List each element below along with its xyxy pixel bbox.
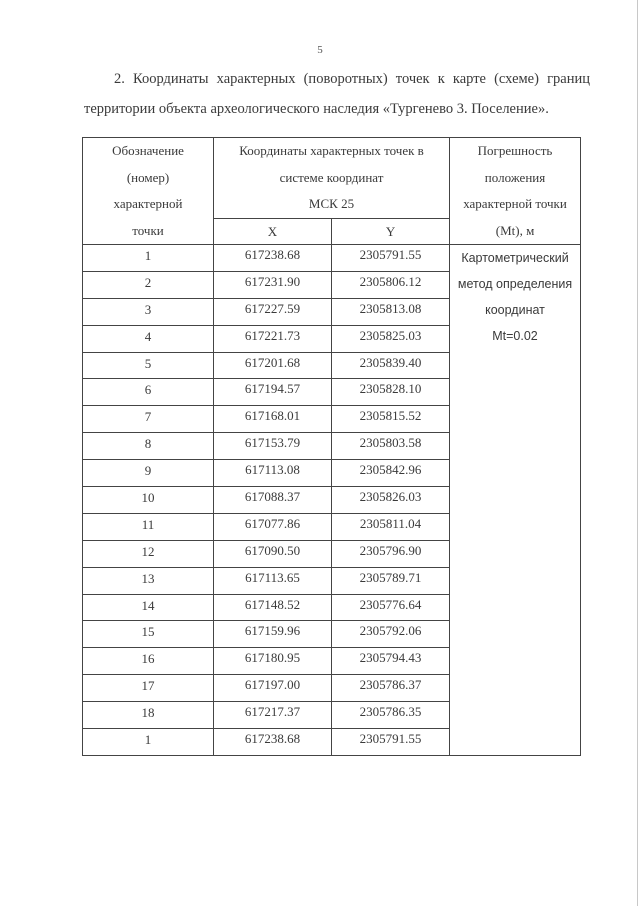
y-coordinate-cell: 2305791.55	[332, 729, 450, 756]
x-coordinate-cell: 617148.52	[214, 594, 332, 621]
y-coordinate-cell: 2305794.43	[332, 648, 450, 675]
y-coordinate-cell: 2305789.71	[332, 567, 450, 594]
x-coordinate-cell: 617113.65	[214, 567, 332, 594]
x-coordinate-cell: 617168.01	[214, 406, 332, 433]
x-coordinate-cell: 617113.08	[214, 460, 332, 487]
coordinates-table	[82, 137, 581, 756]
point-number-cell: 3	[83, 298, 214, 325]
x-coordinate-cell: 617201.68	[214, 352, 332, 379]
point-number-cell: 16	[83, 648, 214, 675]
y-coordinate-cell: 2305803.58	[332, 433, 450, 460]
header-y: Y	[332, 218, 450, 244]
point-number-cell: 1	[83, 245, 214, 272]
point-number-cell: 5	[83, 352, 214, 379]
point-number-cell: 4	[83, 325, 214, 352]
x-coordinate-cell: 617221.73	[214, 325, 332, 352]
header-error-line: (Mt), м	[495, 222, 535, 238]
x-coordinate-cell: 617227.59	[214, 298, 332, 325]
y-coordinate-cell: 2305825.03	[332, 325, 450, 352]
error-method-line: Mt=0.02	[492, 329, 538, 343]
y-coordinate-cell: 2305842.96	[332, 460, 450, 487]
x-coordinate-cell: 617217.37	[214, 702, 332, 729]
header-error-line: характерной точки	[463, 196, 567, 211]
header-point-line: точки	[132, 222, 164, 238]
y-coordinate-cell: 2305786.35	[332, 702, 450, 729]
table-body	[83, 245, 581, 756]
point-number-cell: 8	[83, 433, 214, 460]
section-heading: 2. Координаты характерных (поворотных) точек к карте (схеме) границ территории объекта археологического наследия «Тургенево 3. Поселение».	[84, 71, 590, 117]
header-point-line: характерной	[113, 196, 183, 211]
point-number-cell: 15	[83, 621, 214, 648]
header-coords-line: системе координат	[279, 169, 384, 185]
point-number-cell: 11	[83, 513, 214, 540]
y-coordinate-cell: 2305811.04	[332, 513, 450, 540]
point-number-cell: 9	[83, 460, 214, 487]
y-coordinate-cell: 2305828.10	[332, 379, 450, 406]
table-row	[83, 245, 581, 272]
y-coordinate-cell: 2305839.40	[332, 352, 450, 379]
point-number-cell: 12	[83, 540, 214, 567]
x-coordinate-cell: 617159.96	[214, 621, 332, 648]
y-coordinate-cell: 2305792.06	[332, 621, 450, 648]
y-coordinate-cell: 2305806.12	[332, 271, 450, 298]
x-coordinate-cell: 617197.00	[214, 675, 332, 702]
point-number-cell: 10	[83, 487, 214, 514]
x-coordinate-cell: 617090.50	[214, 540, 332, 567]
error-method-line: метод определения	[457, 277, 573, 291]
x-coordinate-cell: 617231.90	[214, 271, 332, 298]
point-number-cell: 14	[83, 594, 214, 621]
y-coordinate-cell: 2305813.08	[332, 298, 450, 325]
error-method-cell	[450, 245, 581, 756]
point-number-cell: 1	[83, 729, 214, 756]
x-coordinate-cell: 617194.57	[214, 379, 332, 406]
y-coordinate-cell: 2305826.03	[332, 487, 450, 514]
x-coordinate-cell: 617088.37	[214, 487, 332, 514]
error-method-line: координат	[485, 303, 545, 317]
header-error-line: Погрешность	[477, 143, 553, 158]
point-number-cell: 18	[83, 702, 214, 729]
page-number: 5	[317, 44, 323, 56]
x-coordinate-cell: 617153.79	[214, 433, 332, 460]
header-point-line: Обозначение	[112, 143, 184, 158]
header-error	[450, 138, 581, 245]
error-method-line: Картометрический	[461, 251, 569, 265]
x-coordinate-cell: 617238.68	[214, 729, 332, 756]
x-coordinate-cell: 617238.68	[214, 245, 332, 272]
y-coordinate-cell: 2305786.37	[332, 675, 450, 702]
header-coords-line: Координаты характерных точек в	[239, 143, 424, 158]
point-number-cell: 6	[83, 379, 214, 406]
point-number-cell: 2	[83, 271, 214, 298]
header-point-number	[83, 138, 214, 245]
header-coords-line: МСК 25	[308, 196, 355, 211]
y-coordinate-cell: 2305791.55	[332, 245, 450, 272]
y-coordinate-cell: 2305776.64	[332, 594, 450, 621]
header-coordinates	[214, 138, 450, 219]
page-edge-line	[637, 0, 638, 906]
y-coordinate-cell: 2305815.52	[332, 406, 450, 433]
x-coordinate-cell: 617180.95	[214, 648, 332, 675]
header-point-line: (номер)	[126, 169, 170, 185]
point-number-cell: 13	[83, 567, 214, 594]
point-number-cell: 17	[83, 675, 214, 702]
header-error-line: положения	[484, 169, 546, 185]
x-coordinate-cell: 617077.86	[214, 513, 332, 540]
point-number-cell: 7	[83, 406, 214, 433]
y-coordinate-cell: 2305796.90	[332, 540, 450, 567]
header-x: X	[214, 218, 332, 244]
